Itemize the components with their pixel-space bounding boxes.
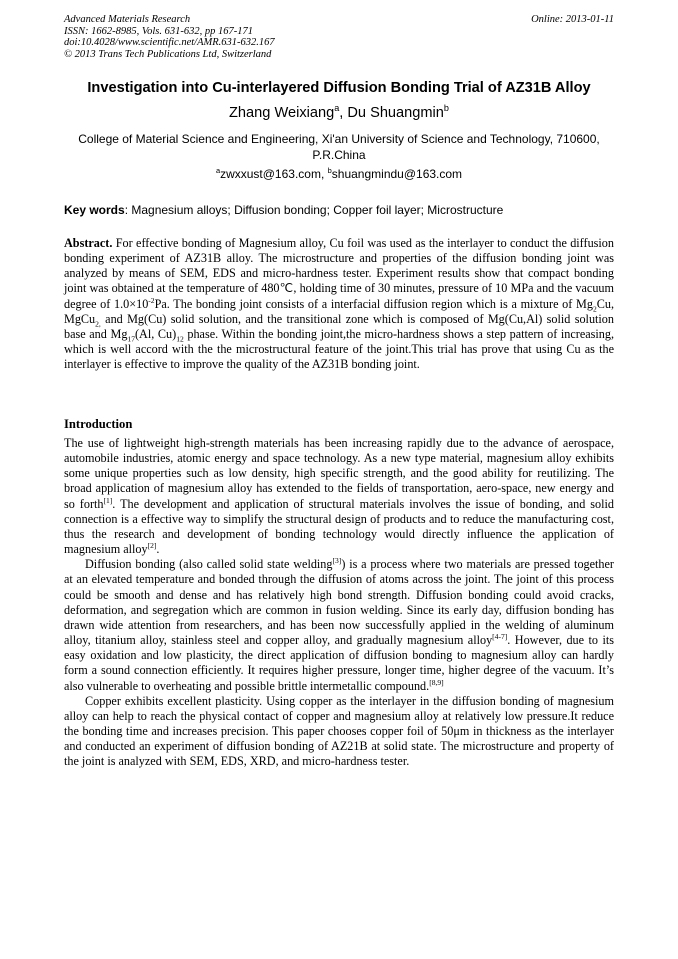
author-name: Zhang Weixiang	[229, 105, 335, 121]
paragraph-text: . The development and application of structural materials involves the issue of bonding, and solid connection is a effective way to simplify the structural design of products and to reduce the manufacturing cost, thus the research and development of bonding technology would directly influence the application of magnesium alloy	[64, 496, 614, 557]
author-affiliation-mark: b	[443, 103, 449, 114]
issn-line: ISSN: 1662-8985, Vols. 631-632, pp 167-171	[64, 25, 253, 37]
keywords-label: Key words	[64, 203, 125, 217]
paper-title: Investigation into Cu-interlayered Diffusion Bonding Trial of AZ31B Alloy	[87, 80, 591, 96]
email-mark: b	[327, 166, 332, 175]
author-name: Du Shuangmin	[347, 105, 444, 121]
subscript: 2,	[95, 319, 101, 329]
citation: [8,9]	[429, 677, 444, 687]
exponent: -2	[148, 295, 155, 305]
subscript: 17	[127, 334, 135, 344]
abstract-label: Abstract.	[64, 236, 113, 250]
paragraph-text: Copper exhibits excellent plasticity. Using copper as the interlayer in the diffusion bonding of magnesium alloy can help to reach the physical contact of copper and magnesium alloy at relatively low pressure.It reduce the bonding time and increases precision. This paper chooses copper foil of 50μm in thickness as the interlayer and conducted an experiment of diffusion bonding of AZ21B at solid state. The microstructure and property of the joint is analyzed with SEM, EDS, XRD, and micro-hardness tester.	[64, 693, 614, 769]
abstract-text: Pa. The bonding joint consists of a interfacial diffusion region which is a mixture of Mg	[154, 296, 593, 311]
email-address: shuangmindu@163.com	[331, 167, 463, 181]
abstract	[64, 236, 614, 372]
author-separator: ,	[339, 105, 348, 121]
subscript: 12	[176, 334, 184, 344]
abstract-text: (Al, Cu)	[134, 326, 177, 341]
abstract-text: Cu, MgCu	[64, 296, 614, 326]
citation: [1]	[103, 495, 113, 505]
email-address: zwxxust@163.com,	[220, 167, 328, 181]
paragraph-text: The use of lightweight high-strength materials has been increasing rapidly due to the advance of aerospace, automobile industries, atomic energy and space technology. As a new type material, magnesium alloy exhibits some unique properties such as low density, high specific strength, and the good ability for reutilizing. The broad application of magnesium alloy has extended to the fields of transportation, aero-space, new energy and so forth	[64, 436, 614, 511]
journal-name: Advanced Materials Research	[64, 14, 191, 25]
doi-line: doi:10.4028/www.scientific.net/AMR.631-632.167	[64, 37, 275, 48]
author-affiliation-mark: a	[334, 103, 340, 114]
section-heading: Introduction	[64, 417, 133, 431]
paragraph-text: .	[156, 542, 160, 557]
online-date: Online: 2013-01-11	[531, 14, 614, 25]
author-line	[40, 105, 638, 122]
paragraph	[64, 436, 614, 557]
paragraph-text: Diffusion bonding (also called solid state welding	[85, 557, 333, 572]
paragraph-text: . However, due to its easy oxidation and low plasticity, the direct application of diffusion bonding to magnesium alloy can hardly form a sound connection efficiently. It requires higher pressure, longer time, higher degree of the vacuum. It’s also vulnerable to overheating and possible brittle intermetallic compound.	[64, 633, 614, 693]
paragraph-text: ) is a process where two materials are pressed together at an elevated temperature and bonded through the diffusion of atoms across the joint. The joint of this process could be smooth and dense and has relatively high bond strength. Diffusion bonding could avoid cracks, deformation, and segregation which are common in fusion welding. Since its early day, diffusion bonding has drawn wide attention from researchers, and has been now successfully applied in the welding of aluminum alloy, titanium alloy, stainless steel and copper alloy, and gradually magnesium alloy	[64, 557, 614, 648]
abstract-text: For effective bonding of Magnesium alloy, Cu foil was used as the interlayer to conduct the diffusion bonding experiment of AZ31B alloy. The microstructure and properties of the diffusion bonding joint was analyzed by means of SEM, EDS and micro-hardness tester. Experiment results show that compact bonding joint was obtained at the temperature of 480℃, holding time of 30 minutes, pressure of 10 MPa and the vacuum degree of 1.0×10	[64, 236, 614, 311]
abstract-text: phase. Within the bonding joint,the micro-hardness shows a step pattern of increasing, which is well accord with the the microstructural feature of the joint.This trial has prove that using Cu as the interlayer is effective to improve the quality of the AZ31B bonding joint.	[64, 326, 615, 372]
keywords-text: : Magnesium alloys; Diffusion bonding; Copper foil layer; Microstructure	[124, 203, 504, 217]
keywords	[64, 203, 614, 217]
author-emails	[40, 167, 638, 181]
copyright-line: © 2013 Trans Tech Publications Ltd, Switzerland	[64, 48, 272, 60]
citation: [2]	[147, 541, 157, 551]
publication-info	[64, 14, 504, 60]
paragraph	[64, 557, 614, 693]
citation: [4-7]	[492, 631, 508, 641]
subscript: 2	[592, 304, 597, 314]
abstract-text: and Mg(Cu) solid solution, and the transitional zone which is composed of Mg(Cu,Al) solid solution base and Mg	[64, 311, 614, 341]
introduction-body	[64, 436, 614, 769]
email-mark: a	[215, 166, 221, 175]
citation: [3]	[332, 556, 342, 566]
affiliation: College of Material Science and Engineering, Xi'an University of Science and Technology, 710600, P.R.China	[78, 132, 600, 162]
paragraph	[64, 694, 614, 770]
